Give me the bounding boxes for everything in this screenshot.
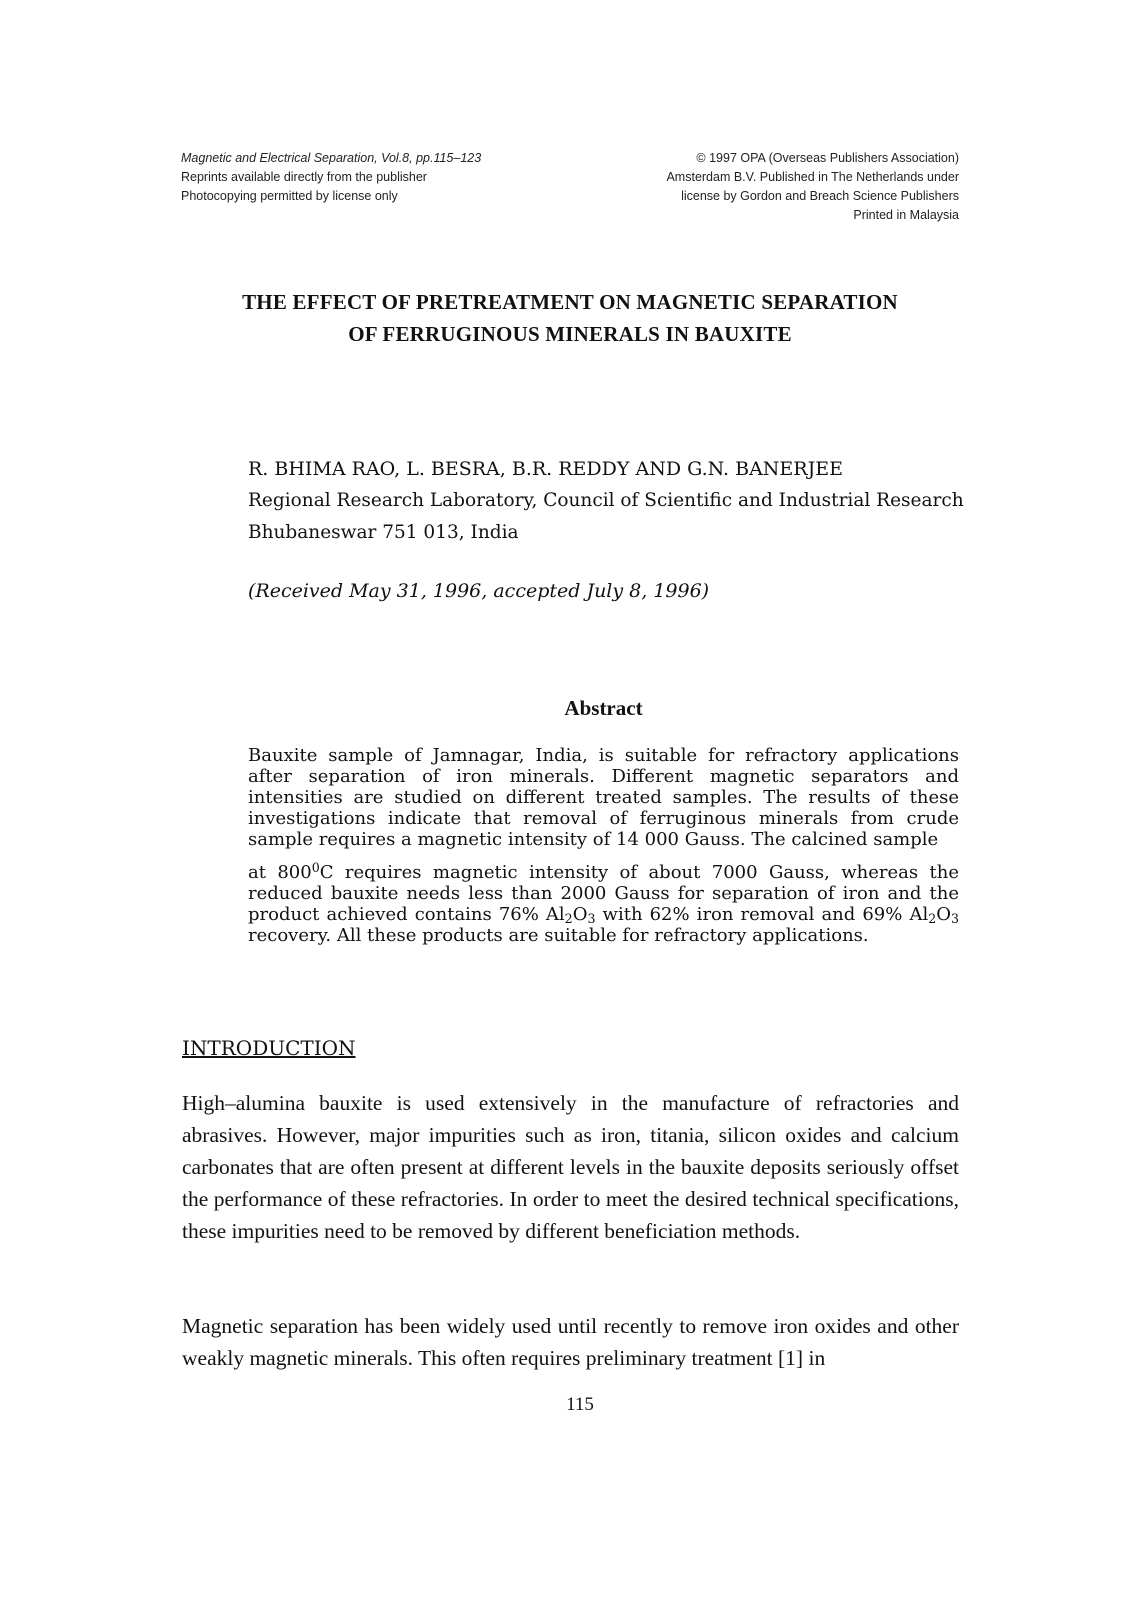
license-line: license by Gordon and Breach Science Publishers — [681, 189, 959, 203]
publisher-line: Amsterdam B.V. Published in The Netherlands under — [666, 170, 959, 184]
paper-title — [130, 286, 1010, 350]
page-number: 115 — [566, 1394, 594, 1415]
author-block — [248, 453, 968, 549]
title-line-1: THE EFFECT OF PRETREATMENT ON MAGNETIC SEPARATION — [242, 290, 898, 314]
abstract-paragraph-2 — [248, 862, 959, 946]
degree-superscript: 0 — [311, 860, 320, 875]
abstract-text-run: with 62% iron removal and 69% Al — [595, 904, 929, 925]
abstract-text — [248, 745, 959, 946]
photocopy-line: Photocopying permitted by license only — [181, 189, 398, 203]
copyright-line: © 1997 OPA (Overseas Publishers Association) — [696, 151, 959, 165]
reprints-line: Reprints available directly from the publisher — [181, 170, 427, 184]
abstract-text-run: recovery. All these products are suitable for refractory applications. — [248, 925, 869, 946]
abstract-text-run: O — [936, 904, 951, 925]
body-text: High–alumina bauxite is used extensively in the manufacture of refractories and abrasives. However, major impurities such as iron, titania, silicon oxides and calcium carbonates that are often present at different levels in the bauxite deposits seriously offset the performance of these refractories. In order to meet the desired technical specifications, these impurities need to be removed by different beneficiation methods. — [182, 1091, 959, 1243]
subscript: 2 — [564, 911, 573, 926]
subscript: 2 — [928, 911, 937, 926]
introduction-paragraph-2 — [182, 1310, 959, 1374]
printed-line: Printed in Malaysia — [853, 208, 959, 222]
affiliation-line-2: Bhubaneswar 751 013, India — [248, 522, 519, 543]
subscript: 3 — [950, 911, 959, 926]
journal-title-line: Magnetic and Electrical Separation, Vol.8, pp.115–123 — [181, 151, 482, 165]
abstract-text-run: O — [572, 904, 588, 925]
affiliation-line-1: Regional Research Laboratory, Council of Scientific and Industrial Research — [248, 490, 964, 511]
body-text: Magnetic separation has been widely used until recently to remove iron oxides and other weakly magnetic minerals. This often requires preliminary treatment [1] in — [182, 1314, 959, 1370]
subscript: 3 — [587, 911, 596, 926]
abstract-paragraph-1: Bauxite sample of Jamnagar, India, is suitable for refractory applications after separation of iron minerals. Different magnetic separators and intensities are studied on different treated samples. The results of these investigations indicate that removal of ferruginous minerals from crude sample requires a magnetic intensity of 14 000 Gauss. The calcined sample — [248, 745, 959, 850]
copyright-block — [580, 149, 959, 225]
received-dates: (Received May 31, 1996, accepted July 8, 1996) — [248, 580, 710, 602]
title-line-2: OF FERRUGINOUS MINERALS IN BAUXITE — [348, 322, 792, 346]
journal-citation — [181, 149, 561, 206]
introduction-heading: INTRODUCTION — [182, 1036, 356, 1060]
abstract-text-run: C requires magnetic intensity of about 7000 Gauss, whereas the reduced bauxite needs less than 2000 Gauss for separation of iron and the product achieved contains 76% Al — [248, 862, 960, 925]
abstract-heading: Abstract — [564, 696, 643, 720]
author-names: R. BHIMA RAO, L. BESRA, B.R. REDDY AND G.N. BANERJEE — [248, 458, 843, 480]
abstract-text-run: at 800 — [248, 862, 312, 883]
introduction-paragraph-1 — [182, 1087, 959, 1247]
